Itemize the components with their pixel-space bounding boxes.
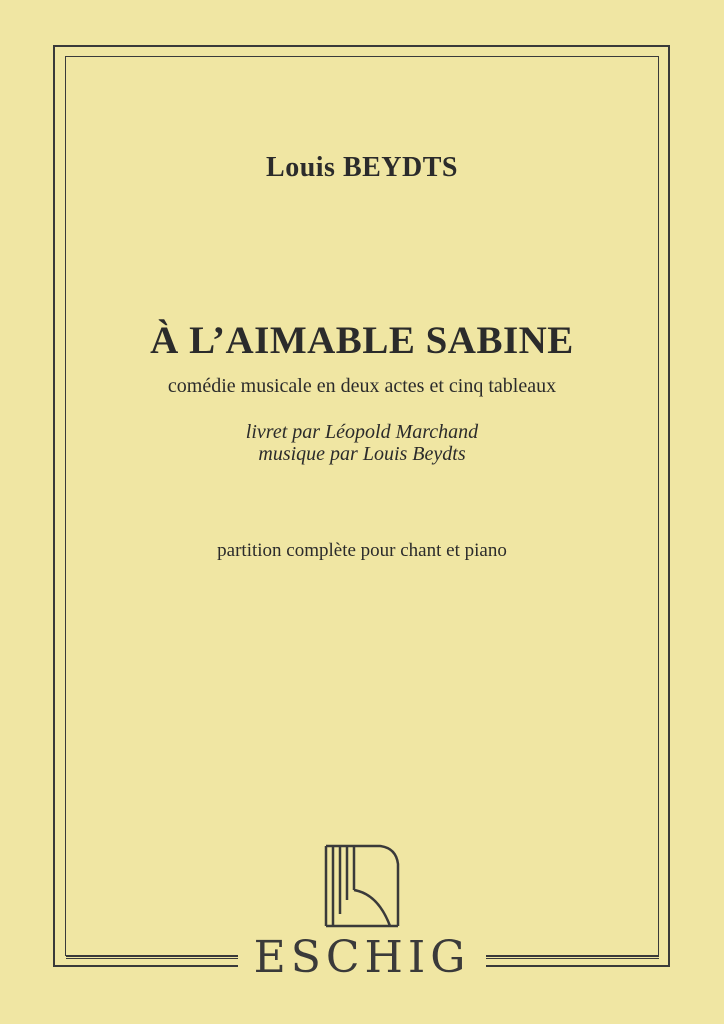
- edition-note: partition complète pour chant et piano: [217, 540, 507, 561]
- music-credit: musique par Louis Beydts: [258, 443, 466, 465]
- work-title: À L’AIMABLE SABINE: [150, 319, 574, 362]
- left-rule: [66, 956, 238, 959]
- harp-lyre-icon: [318, 838, 402, 930]
- right-rule: [486, 956, 659, 959]
- work-subtitle: comédie musicale en deux actes et cinq tableaux: [167, 375, 557, 397]
- inner-border: [65, 56, 659, 956]
- libretto-credit: livret par Léopold Marchand: [245, 421, 479, 443]
- publisher-name: ESCHIG: [253, 932, 471, 983]
- composer-name: Louis BEYDTS: [266, 152, 458, 183]
